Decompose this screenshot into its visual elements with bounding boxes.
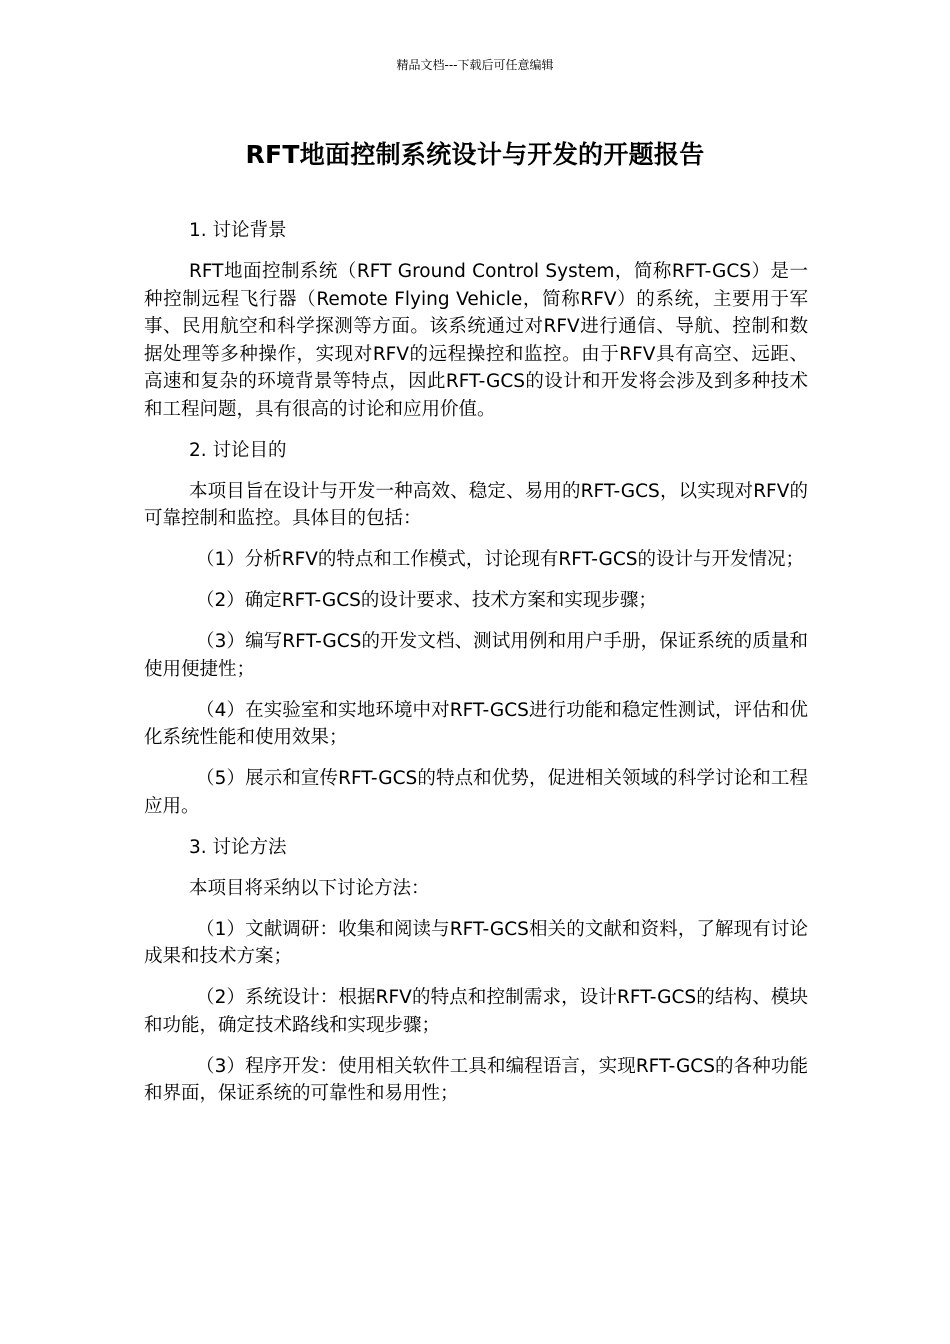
document-body	[144, 217, 808, 1121]
method-item: （1）文献调研：收集和阅读与RFT-GCS相关的文献和资料，了解现有讨论成果和技术方案；	[144, 918, 808, 967]
purpose-item: （2）确定RFT-GCS的设计要求、技术方案和实现步骤；	[196, 590, 657, 611]
purpose-item: （4）在实验室和实地环境中对RFT-GCS进行功能和稳定性测试，评估和优化系统性能和使用效果；	[144, 699, 808, 748]
purpose-item: （1）分析RFV的特点和工作模式，讨论现有RFT-GCS的设计与开发情况；	[196, 549, 805, 570]
method-item: （3）程序开发：使用相关软件工具和编程语言，实现RFT-GCS的各种功能和界面，保证系统的可靠性和易用性；	[144, 1055, 808, 1104]
paragraph-purpose-intro: 本项目旨在设计与开发一种高效、稳定、易用的RFT-GCS，以实现对RFV的可靠控制和监控。具体目的包括：	[144, 480, 808, 529]
purpose-item: （5）展示和宣传RFT-GCS的特点和优势，促进相关领域的科学讨论和工程应用。	[144, 768, 808, 817]
paragraph-method-intro: 本项目将采纳以下讨论方法：	[189, 877, 430, 899]
section-heading-background: 1. 讨论背景	[189, 220, 287, 241]
purpose-item: （3）编写RFT-GCS的开发文档、测试用例和用户手册，保证系统的质量和使用便捷性；	[144, 631, 808, 680]
section-heading-method: 3. 讨论方法	[189, 836, 287, 858]
section-heading-purpose: 2. 讨论目的	[189, 439, 287, 461]
paragraph-background: RFT地面控制系统（RFT Ground Control System，简称RFT-GCS）是一种控制远程飞行器（Remote Flying Vehicle，简称RFV）的系统，主要用于军事、民用航空和科学探测等方面。该系统通过对RFV进行通信、导航、控制和数据处理等多种操作，实现对RFV的远程操控和监控。由于RFV具有高空、远距、高速和复杂的环境背景等特点，因此RFT-GCS的设计和开发将会涉及到多种技术和工程问题，具有很高的讨论和应用价值。	[144, 261, 808, 420]
page-header: 精品文档---下载后可任意编辑	[396, 58, 554, 72]
method-item: （2）系统设计：根据RFV的特点和控制需求，设计RFT-GCS的结构、模块和功能，确定技术路线和实现步骤；	[144, 987, 808, 1036]
document-title: RFT地面控制系统设计与开发的开题报告	[245, 140, 705, 169]
